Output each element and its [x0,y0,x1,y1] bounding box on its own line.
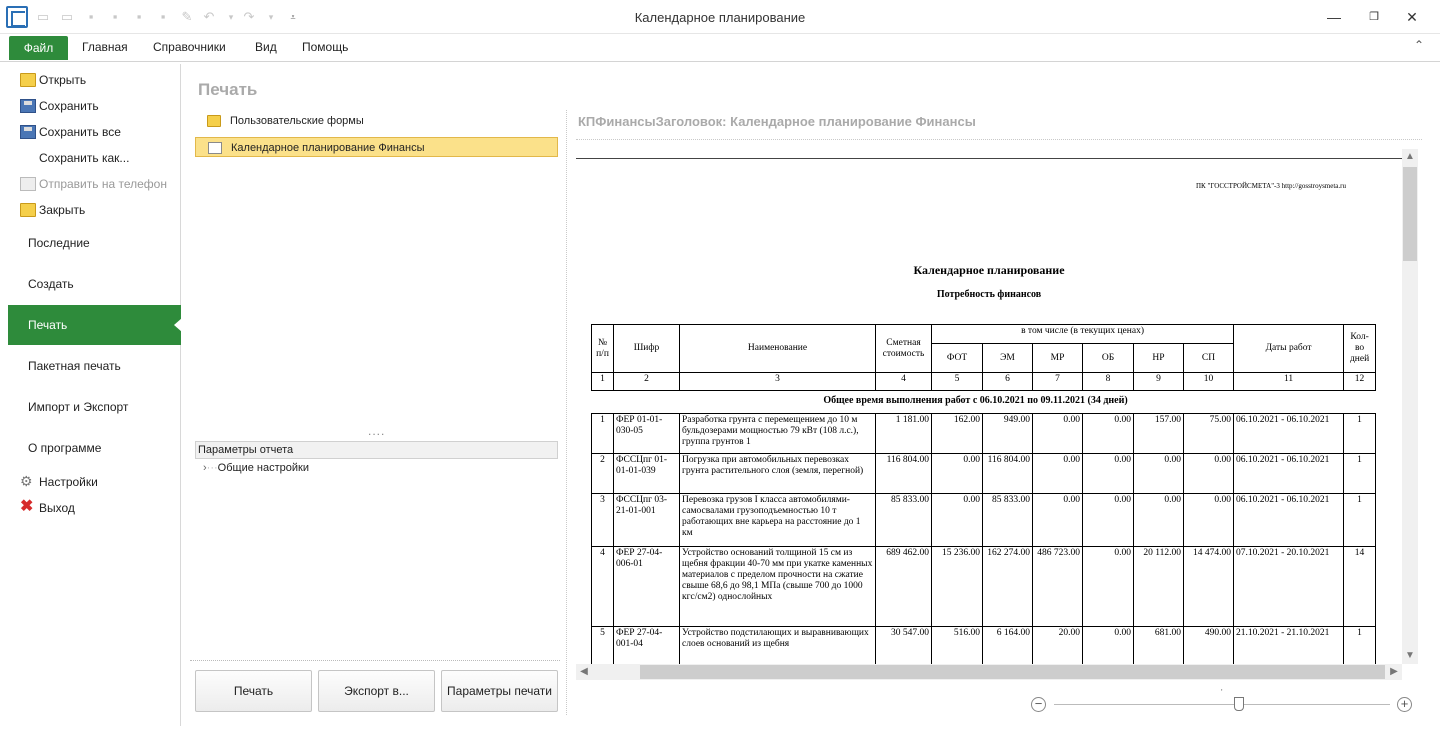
tab-view[interactable]: Вид [255,40,277,54]
cell-sp: 75.00 [1184,414,1234,454]
new-icon[interactable]: ▭ [36,9,50,24]
divider [576,139,1422,140]
cell-code: ФЕР 27-04-006-01 [614,547,680,627]
data-table [591,413,1376,664]
cell-fot: 516.00 [932,627,983,665]
cell-name: Разработка грунта с перемещением до 10 м бульдозерами мощностью 79 кВт (108 л.с.), группа грунтов 1 [680,414,876,454]
col-index: 12 [1344,373,1376,391]
open-icon[interactable]: ▭ [60,9,74,24]
copy-icon[interactable]: ▪ [112,9,118,24]
col-index: 5 [932,373,983,391]
redo-dropdown-icon[interactable]: ▾ [268,12,274,22]
tab-home[interactable]: Главная [82,40,128,54]
col-index: 10 [1184,373,1234,391]
panel-divider[interactable] [566,110,567,715]
cell-mr: 0.00 [1033,414,1083,454]
sidebar-item-print[interactable]: Печать [8,305,181,345]
splitter-handle[interactable]: .... [368,424,386,438]
cell-code: ФЕР 27-04-001-04 [614,627,680,665]
cell-nr: 0.00 [1134,454,1184,494]
scroll-left-icon[interactable]: ◀ [580,666,588,677]
col-cost: Сметная стоимость [876,325,932,373]
col-incl: в том числе (в текущих ценах) [932,325,1234,344]
header-note: ПК "ГОССТРОЙСМЕТА"-3 http://gosstroysmeta.ru [1196,182,1346,190]
cell-nr: 20 112.00 [1134,547,1184,627]
cell-em: 116 804.00 [983,454,1033,494]
tab-file[interactable]: Файл [9,36,68,60]
scroll-down-icon[interactable]: ▼ [1405,650,1415,661]
cell-nr: 0.00 [1134,494,1184,547]
cell-mr: 0.00 [1033,454,1083,494]
page-title: Печать [198,80,258,99]
cell-n: 3 [592,494,614,547]
cell-name: Устройство подстилающих и выравнивающих слоев оснований из щебня [680,627,876,665]
header-table [591,324,1376,391]
table-row [592,494,1376,547]
col-index: 1 [592,373,614,391]
col-nr: НР [1134,344,1184,373]
cell-sp: 0.00 [1184,494,1234,547]
cell-ob: 0.00 [1083,494,1134,547]
params-header: Параметры отчета [195,441,558,459]
export-button[interactable]: Экспорт в... [318,670,435,712]
cell-em: 6 164.00 [983,627,1033,665]
cell-ob: 0.00 [1083,547,1134,627]
page-edge [576,158,1402,159]
col-index: 7 [1033,373,1083,391]
zoom-tick: ' [1221,688,1223,697]
zoom-slider[interactable] [1054,704,1390,705]
cell-sp: 0.00 [1184,454,1234,494]
cell-em: 162 274.00 [983,547,1033,627]
col-sp: СП [1184,344,1234,373]
cell-nr: 157.00 [1134,414,1184,454]
table-row [592,627,1376,665]
col-fot: ФОТ [932,344,983,373]
col-index: 2 [614,373,680,391]
col-code: Шифр [614,325,680,373]
sidebar-item-about[interactable]: О программе [28,441,102,455]
folder-close-icon [20,203,36,217]
form-group-user[interactable]: Пользовательские формы [195,111,558,131]
doc-title: Календарное планирование [913,263,1065,277]
cell-name: Погрузка при автомобильных перевозках грунта растительного слоя (земля, перегной) [680,454,876,494]
sidebar-item-recent[interactable]: Последние [28,236,90,250]
cell-dates: 21.10.2021 - 21.10.2021 [1234,627,1344,665]
sidebar-item-create[interactable]: Создать [28,277,74,291]
save-icon [20,99,36,113]
cell-code: ФССЦпг 03-21-01-001 [614,494,680,547]
folder-icon [207,115,221,127]
tab-help[interactable]: Помощь [302,40,349,54]
doc-subtitle: Потребность финансов [936,289,1042,300]
group-row: Общее время выполнения работ с 06.10.2021 по 09.11.2021 (34 дней) [823,395,1128,406]
col-ob: ОБ [1083,344,1134,373]
folder-open-icon [20,73,36,87]
save-icon[interactable]: ▪ [88,9,94,24]
exit-icon: ✖ [20,498,34,515]
cell-sp: 490.00 [1184,627,1234,665]
col-index: 3 [680,373,876,391]
window-title: Календарное планирование [634,10,806,25]
cell-cost: 116 804.00 [876,454,932,494]
minimize-button[interactable]: — [1327,9,1341,25]
cell-dates: 06.10.2021 - 06.10.2021 [1234,414,1344,454]
col-index: 6 [983,373,1033,391]
cell-days: 1 [1344,627,1376,665]
cell-days: 14 [1344,547,1376,627]
redo-icon[interactable]: ↷ [243,9,255,24]
cell-cost: 85 833.00 [876,494,932,547]
undo-icon[interactable]: ↶ [203,9,215,24]
cell-em: 85 833.00 [983,494,1033,547]
zoom-out-button[interactable]: − [1031,697,1046,712]
cell-dates: 06.10.2021 - 06.10.2021 [1234,454,1344,494]
table-row [592,414,1376,454]
col-mr: МР [1033,344,1083,373]
scroll-right-icon[interactable]: ▶ [1390,666,1398,677]
zoom-in-button[interactable]: + [1397,697,1412,712]
phone-icon [20,177,36,191]
cell-n: 1 [592,414,614,454]
cell-n: 2 [592,454,614,494]
col-index: 11 [1234,373,1344,391]
cell-cost: 1 181.00 [876,414,932,454]
params-general-node[interactable]: ›···Общие настройки [203,462,309,474]
horizontal-scroll-thumb[interactable] [640,665,1385,679]
collapse-ribbon-icon[interactable]: ⌃ [1414,38,1425,52]
close-button[interactable]: ✕ [1406,9,1418,25]
sidebar-item-batch-print[interactable]: Пакетная печать [28,359,121,373]
vertical-scroll-thumb[interactable] [1403,167,1417,261]
col-index: 8 [1083,373,1134,391]
cell-mr: 0.00 [1033,494,1083,547]
preview-title: КПФинансыЗаголовок: Календарное планирование Финансы [578,114,976,129]
cell-code: ФССЦпг 01-01-01-039 [614,454,680,494]
cell-fot: 15 236.00 [932,547,983,627]
cell-code: ФЕР 01-01-030-05 [614,414,680,454]
col-index: 9 [1134,373,1184,391]
gear-icon: ⚙ [20,473,33,489]
zoom-slider-thumb[interactable] [1234,697,1244,711]
print-icon[interactable]: ▪ [136,9,142,24]
cell-em: 949.00 [983,414,1033,454]
cell-ob: 0.00 [1083,454,1134,494]
cell-fot: 0.00 [932,494,983,547]
form-item-calendar-finance[interactable]: Календарное планирование Финансы [195,137,558,157]
table-row [592,454,1376,494]
cell-ob: 0.00 [1083,627,1134,665]
cell-days: 1 [1344,414,1376,454]
cell-days: 1 [1344,494,1376,547]
cell-name: Перевозка грузов I класса автомобилями-самосвалами грузоподъемностью 10 т работающих вне карьера на расстояние до 1 км [680,494,876,547]
print-preview [576,149,1402,664]
divider [190,660,560,661]
col-num: № п/п [592,325,614,373]
col-dates: Даты работ [1234,325,1344,373]
document-icon [208,142,222,154]
sidebar-item-import-export[interactable]: Импорт и Экспорт [28,400,129,414]
col-em: ЭМ [983,344,1033,373]
brush-icon[interactable]: ✎ [181,9,193,24]
cell-name: Устройство оснований толщиной 15 см из щебня фракции 40-70 мм при укатке каменных материалов с пределом прочности на сжатие свыше 68,6 до 98,1 МПа (свыше 700 до 1000 кгс/см2) однослойных [680,547,876,627]
cell-fot: 0.00 [932,454,983,494]
expand-icon[interactable]: › [203,462,207,474]
tab-references[interactable]: Справочники [153,40,226,54]
cell-dates: 07.10.2021 - 20.10.2021 [1234,547,1344,627]
cell-sp: 14 474.00 [1184,547,1234,627]
cell-ob: 0.00 [1083,414,1134,454]
cell-n: 5 [592,627,614,665]
print-settings-button[interactable]: Параметры печати [441,670,558,712]
cell-fot: 162.00 [932,414,983,454]
col-index: 4 [876,373,932,391]
customize-qat-icon[interactable]: ⩡ [290,12,296,22]
undo-dropdown-icon[interactable]: ▾ [228,12,234,22]
cell-days: 1 [1344,454,1376,494]
scroll-up-icon[interactable]: ▲ [1405,151,1415,162]
cell-mr: 20.00 [1033,627,1083,665]
cell-cost: 689 462.00 [876,547,932,627]
cell-n: 4 [592,547,614,627]
cell-cost: 30 547.00 [876,627,932,665]
table-row [592,547,1376,627]
cell-nr: 681.00 [1134,627,1184,665]
pin-icon[interactable]: ▪ [160,9,166,24]
col-days: Кол-во дней [1344,325,1376,373]
col-name: Наименование [680,325,876,373]
cell-mr: 486 723.00 [1033,547,1083,627]
restore-button[interactable]: ❐ [1369,11,1379,23]
save-all-icon [20,125,36,139]
cell-dates: 06.10.2021 - 06.10.2021 [1234,494,1344,547]
print-button[interactable]: Печать [195,670,312,712]
